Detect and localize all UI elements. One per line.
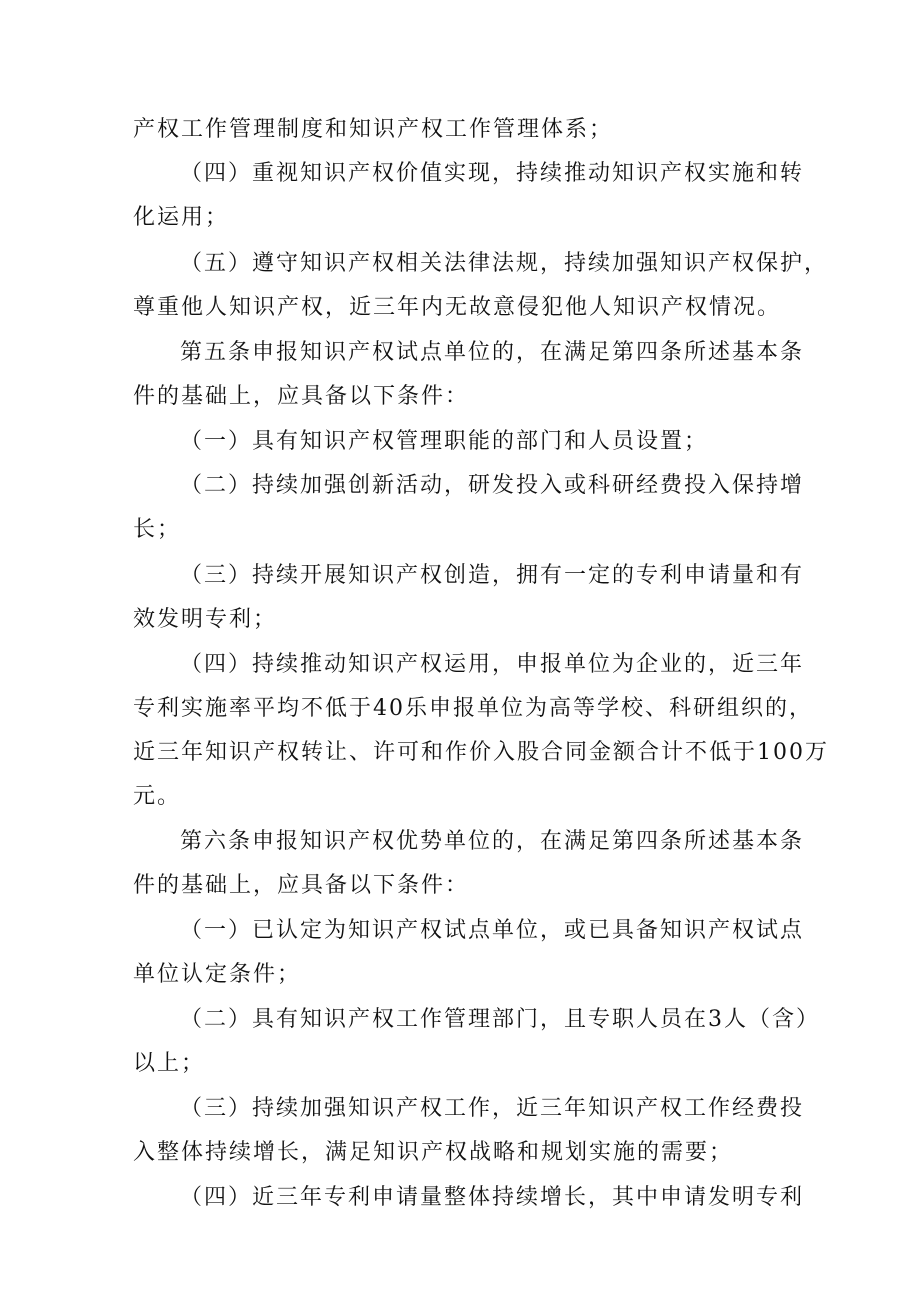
line-text: 效发明专利； bbox=[133, 607, 278, 632]
line-text: 产权工作管理制度和知识产权工作管理体系； bbox=[133, 117, 614, 142]
line-text: （一）已认定为知识产权试点单位，或已具备知识产权试点 bbox=[180, 918, 805, 943]
text-line bbox=[0, 909, 920, 953]
line-text: （四）持续推动知识产权运用，申报单位为企业的，近三年 bbox=[180, 652, 805, 677]
text-line bbox=[0, 731, 920, 775]
text-line bbox=[0, 420, 920, 464]
text-line bbox=[0, 464, 920, 508]
line-text: 第五条申报知识产权试点单位的，在满足第四条所述基本条 bbox=[180, 340, 805, 365]
text-line bbox=[0, 554, 920, 598]
line-text: 单位认定条件； bbox=[133, 962, 302, 987]
text-line bbox=[0, 643, 920, 687]
text-line bbox=[0, 375, 920, 419]
text-line bbox=[0, 1087, 920, 1131]
line-text: 件的基础上，应具备以下条件： bbox=[133, 384, 470, 409]
line-text: 第六条申报知识产权优势单位的，在满足第四条所述基本条 bbox=[180, 829, 805, 854]
line-text: （四）重视知识产权价值实现，持续推动知识产权实施和转 bbox=[180, 161, 805, 186]
line-text: （二）具有知识产权工作管理部门，且专职人员在3人（含） bbox=[180, 1007, 820, 1032]
line-text: 尊重他人知识产权，近三年内无故意侵犯他人知识产权情况。 bbox=[133, 295, 782, 320]
text-line bbox=[0, 196, 920, 240]
text-line bbox=[0, 820, 920, 864]
text-line bbox=[0, 331, 920, 375]
text-line bbox=[0, 1042, 920, 1086]
line-text: 以上； bbox=[133, 1051, 206, 1076]
text-line bbox=[0, 508, 920, 552]
line-text: 件的基础上，应具备以下条件： bbox=[133, 873, 470, 898]
line-text: （三）持续加强知识产权工作，近三年知识产权工作经费投 bbox=[180, 1096, 805, 1121]
line-text: 入整体持续增长，满足知识产权战略和规划实施的需要； bbox=[133, 1140, 734, 1165]
text-line bbox=[0, 998, 920, 1042]
text-line bbox=[0, 152, 920, 196]
text-line bbox=[0, 687, 920, 731]
text-line bbox=[0, 286, 920, 330]
line-text: 专利实施率平均不低于40乐申报单位为高等学校、科研组织的， bbox=[133, 696, 813, 721]
line-text: 化运用； bbox=[133, 205, 230, 230]
text-line bbox=[0, 953, 920, 997]
text-line bbox=[0, 108, 920, 152]
line-text: 元。 bbox=[133, 784, 182, 809]
line-text: （二）持续加强创新活动，研发投入或科研经费投入保持增 bbox=[180, 473, 805, 498]
line-text: 长； bbox=[133, 517, 182, 542]
text-line bbox=[0, 242, 920, 286]
text-line bbox=[0, 598, 920, 642]
line-text: （四）近三年专利申请量整体持续增长，其中申请发明专利 bbox=[180, 1185, 805, 1210]
text-line bbox=[0, 775, 920, 819]
line-text: （五）遵守知识产权相关法律法规，持续加强知识产权保护， bbox=[180, 251, 829, 276]
line-text: （一）具有知识产权管理职能的部门和人员设置； bbox=[180, 429, 709, 454]
text-line bbox=[0, 864, 920, 908]
line-text: 近三年知识产权转让、许可和作价入股合同金额合计不低于100万 bbox=[133, 740, 829, 765]
text-line bbox=[0, 1176, 920, 1220]
text-line bbox=[0, 1131, 920, 1175]
line-text: （三）持续开展知识产权创造，拥有一定的专利申请量和有 bbox=[180, 563, 805, 588]
